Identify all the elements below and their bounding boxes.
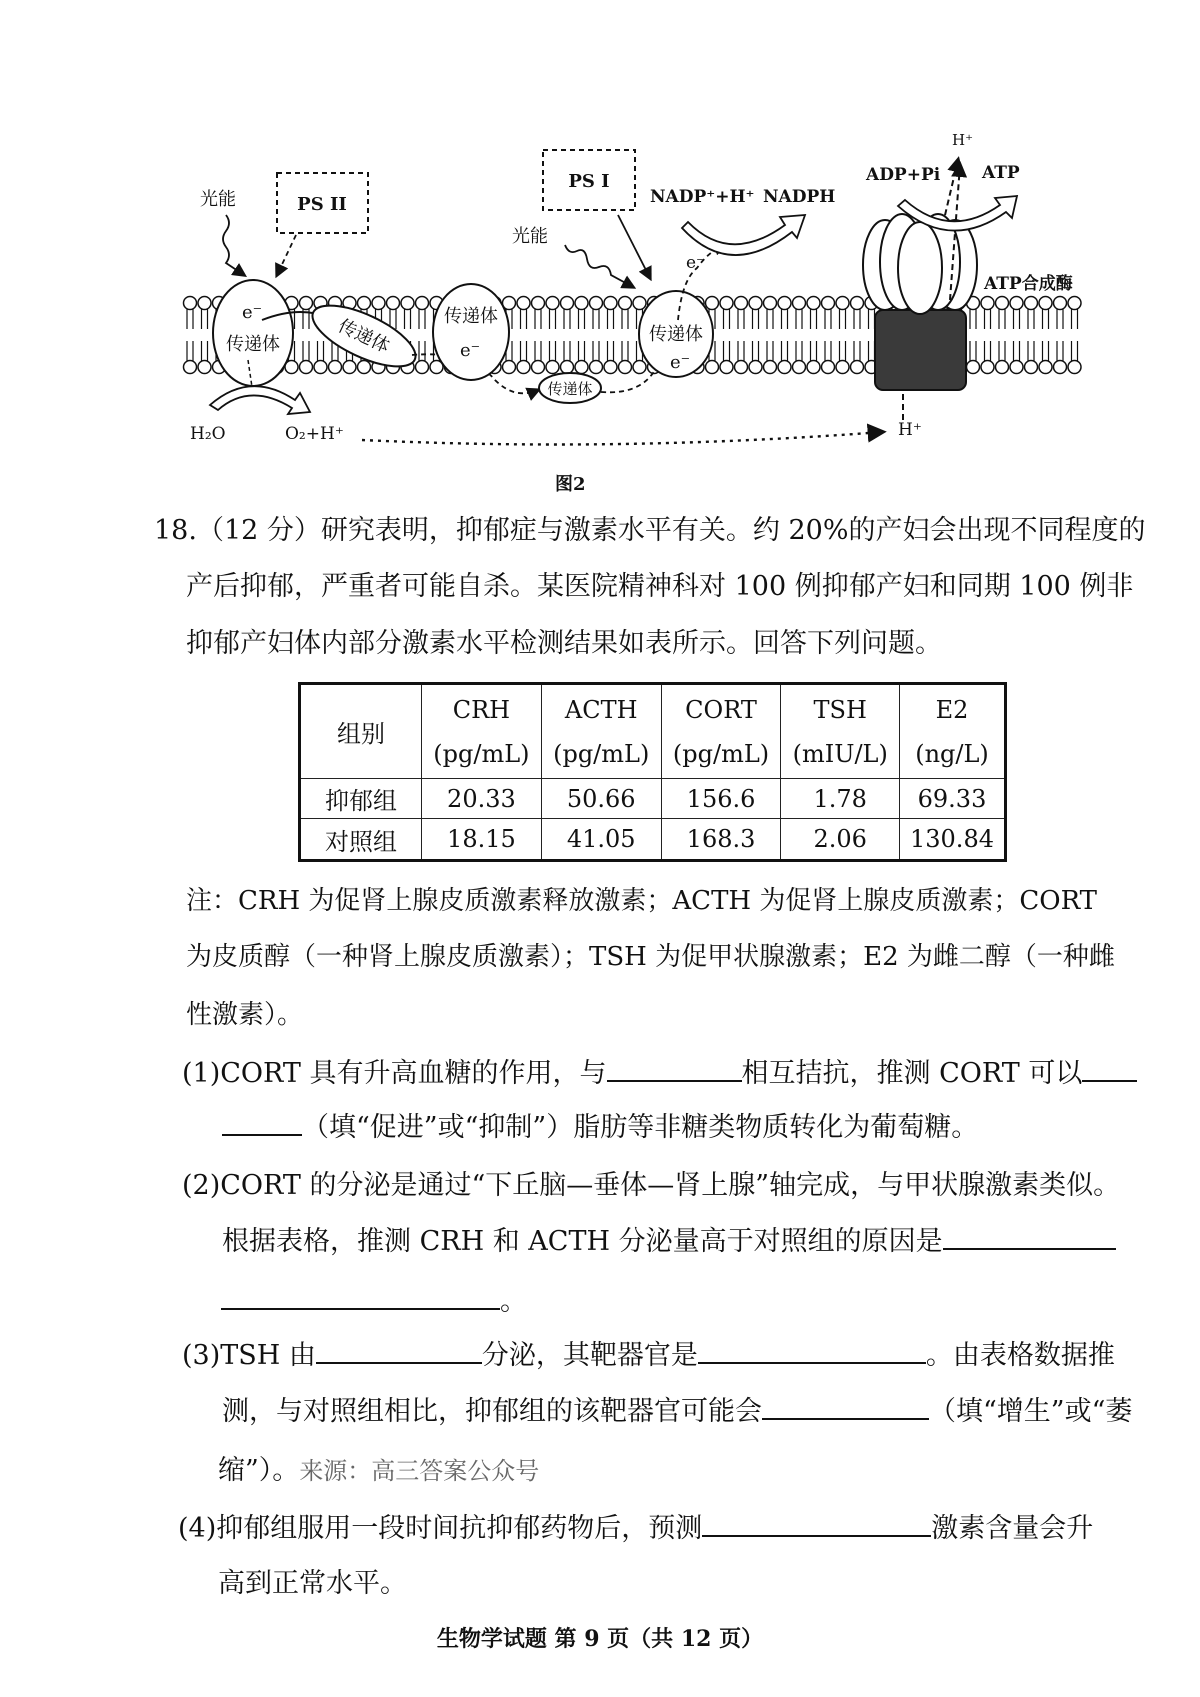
q4-line-2: 高到正常水平。: [218, 1568, 407, 1599]
light-wave-icon: [223, 215, 244, 275]
nadp-reaction-arrow: [682, 215, 805, 255]
q4-answer-blank[interactable]: [702, 1509, 931, 1537]
lipid-head: [735, 297, 748, 310]
electron-label: e⁻: [242, 302, 263, 323]
carrier-label-4: 传递体: [547, 380, 593, 398]
carrier-label-2: 传递体: [334, 315, 393, 358]
hormone-table: [298, 682, 1007, 862]
lipid-head: [996, 297, 1009, 310]
q2-answer-blank-a[interactable]: [943, 1222, 1116, 1250]
cell-value: 69.33: [900, 779, 1006, 819]
cell-value: 20.33: [422, 779, 542, 819]
lipid-head: [604, 361, 617, 374]
lipid-head: [706, 297, 719, 310]
source-watermark: 来源：高三答案公众号: [299, 1457, 540, 1485]
lipid-head: [981, 297, 994, 310]
electron-label: e⁻: [686, 253, 706, 273]
lipid-head: [575, 297, 588, 310]
lipid-head: [1054, 361, 1067, 374]
q2-answer-blank-b[interactable]: [221, 1282, 500, 1310]
q3-answer-blank-3[interactable]: [762, 1392, 929, 1420]
note-line-2: 为皮质醇（一种肾上腺皮质激素）；TSH 为促甲状腺激素；E2 为雌二醇（一种雌: [186, 942, 1115, 972]
lipid-head: [793, 297, 806, 310]
atp-synthase-label: ATP合成酶: [984, 274, 1073, 294]
atp-label: ATP: [982, 163, 1020, 183]
lipid-head: [1039, 361, 1052, 374]
lipid-head: [851, 361, 864, 374]
lipid-head: [967, 361, 980, 374]
lipid-head: [343, 361, 356, 374]
lipid-head: [300, 297, 313, 310]
header-group: 组别: [300, 684, 422, 779]
col-unit: (mIU/L): [792, 739, 888, 768]
proton-gradient-arrow: [362, 432, 882, 445]
lipid-head: [851, 297, 864, 310]
q3-line-3: [218, 1453, 539, 1489]
q1-answer-blank-1[interactable]: [607, 1054, 742, 1082]
cell-value: 18.15: [422, 819, 542, 861]
col-unit: (pg/mL): [433, 739, 530, 768]
lipid-head: [358, 361, 371, 374]
q1-answer-blank-2a[interactable]: [1082, 1054, 1137, 1082]
col-unit: (ng/L): [915, 739, 989, 768]
lipid-head: [720, 361, 733, 374]
lipid-head: [996, 361, 1009, 374]
lipid-head: [1010, 361, 1023, 374]
cell-value: 168.3: [661, 819, 781, 861]
q1-text-a: (1)CORT 具有升高血糖的作用，与: [182, 1058, 607, 1089]
lipid-head: [749, 361, 762, 374]
question-intro-line-2: 产后抑郁，严重者可能自杀。某医院精神科对 100 例抑郁产妇和同期 100 例非: [186, 571, 1134, 602]
q3-text-c: 。由表格数据推: [925, 1340, 1115, 1371]
lipid-head: [822, 361, 835, 374]
lipid-head: [807, 297, 820, 310]
lipid-head: [836, 297, 849, 310]
lipid-head: [198, 361, 211, 374]
q2-line-3: [221, 1282, 527, 1320]
lipid-head: [372, 297, 385, 310]
lipid-head: [546, 297, 559, 310]
table-row: [300, 779, 1006, 819]
note-line-3: 性激素）。: [186, 1000, 304, 1030]
lipid-head: [749, 297, 762, 310]
col-name: TSH: [813, 695, 867, 724]
question-intro-line-3: 抑郁产妇体内部分激素水平检测结果如表所示。回答下列问题。: [186, 628, 942, 659]
nadp-label: NADP⁺+H⁺: [650, 187, 755, 207]
q3-line-2: [222, 1392, 1132, 1430]
lipid-head: [561, 361, 574, 374]
ps2-label: PS II: [297, 194, 347, 215]
lipid-head: [314, 361, 327, 374]
cell-value: 2.06: [781, 819, 900, 861]
q3-text-d: 测，与对照组相比，抑郁组的该靶器官可能会: [222, 1396, 762, 1427]
lipid-head: [416, 297, 429, 310]
lipid-head: [184, 361, 197, 374]
cell-value: 1.78: [781, 779, 900, 819]
q4-line-1: [178, 1509, 1093, 1547]
col-unit: (pg/mL): [672, 739, 770, 768]
q1-line-2: [222, 1108, 978, 1146]
carrier-ellipse-1: [213, 280, 293, 386]
lipid-head: [604, 297, 617, 310]
cell-value: 41.05: [541, 819, 661, 861]
lipid-head: [764, 297, 777, 310]
note-line-1: 注：CRH 为促肾上腺皮质激素释放激素；ACTH 为促肾上腺皮质激素；CORT: [186, 886, 1098, 916]
question-intro-line-1: 18.（12 分）研究表明，抑郁症与激素水平有关。约 20%的产妇会出现不同程度的: [154, 515, 1146, 546]
q4-text-a: (4)抑郁组服用一段时间抗抑郁药物后，预测: [178, 1513, 703, 1544]
q1-answer-blank-2b[interactable]: [222, 1108, 302, 1136]
lipid-head: [575, 361, 588, 374]
cell-value: 50.66: [541, 779, 661, 819]
q1-text-b: 相互拮抗，推测 CORT 可以: [741, 1058, 1083, 1089]
lipid-head: [532, 361, 545, 374]
lipid-head: [778, 361, 791, 374]
lipid-head: [720, 297, 733, 310]
q2-text-b: 根据表格，推测 CRH 和 ACTH 分泌量高于对照组的原因是: [222, 1226, 943, 1257]
col-name: CORT: [685, 695, 757, 724]
header-cort: [661, 684, 781, 779]
lipid-head: [503, 361, 516, 374]
q3-text-f: 缩”）。: [218, 1455, 300, 1486]
lipid-head: [981, 361, 994, 374]
water-split-arrow: [210, 386, 310, 414]
q1-line-1: [182, 1054, 1137, 1092]
ps1-arrow: [618, 215, 650, 278]
table-header-row: [300, 684, 1006, 779]
lipid-head: [619, 297, 632, 310]
lipid-head: [416, 361, 429, 374]
lipid-head: [590, 297, 603, 310]
electron-label: e⁻: [670, 352, 691, 373]
lipid-head: [590, 361, 603, 374]
lipid-head: [358, 297, 371, 310]
lipid-head: [764, 361, 777, 374]
lipid-head: [1068, 297, 1081, 310]
lipid-head: [1010, 297, 1023, 310]
carrier-label-1: 传递体: [226, 334, 280, 355]
oxygen-label: O₂+H⁺: [285, 424, 344, 444]
lipid-head: [735, 361, 748, 374]
q4-text-b: 激素含量会升: [931, 1513, 1094, 1544]
water-label: H₂O: [190, 424, 226, 444]
lipid-head: [198, 297, 211, 310]
lipid-head: [329, 361, 342, 374]
q3-answer-blank-2[interactable]: [698, 1336, 926, 1364]
lipid-head: [1054, 297, 1067, 310]
carrier-label-5: 传递体: [649, 324, 703, 345]
header-crh: [422, 684, 542, 779]
carrier-ellipse-3: [433, 284, 509, 380]
lipid-head: [184, 297, 197, 310]
q1-text-c: （填“促进”或“抑制”）脂肪等非糖类物质转化为葡萄糖。: [302, 1112, 979, 1143]
h-top-label: H⁺: [952, 131, 973, 149]
lipid-head: [546, 361, 559, 374]
header-e2: [900, 684, 1006, 779]
lipid-head: [517, 361, 530, 374]
photosynthesis-membrane-diagram: [0, 0, 1200, 510]
row-group: 对照组: [300, 819, 422, 861]
lipid-head: [532, 297, 545, 310]
light-label-mid: 光能: [512, 226, 548, 247]
lipid-head: [706, 361, 719, 374]
q2-text-c: 。: [500, 1286, 527, 1317]
adp-label: ADP+Pi: [866, 165, 941, 185]
atp-synthase-stalk: [875, 310, 966, 390]
lipid-head: [778, 297, 791, 310]
nadph-label: NADPH: [763, 187, 836, 207]
light-label-left: 光能: [200, 189, 236, 210]
lipid-head: [807, 361, 820, 374]
figure-caption: 图2: [555, 474, 586, 495]
lipid-head: [1068, 361, 1081, 374]
cell-value: 156.6: [661, 779, 781, 819]
lipid-head: [561, 297, 574, 310]
q3-line-1: [182, 1336, 1115, 1374]
q3-text-e: （填“增生”或“萎: [929, 1396, 1133, 1427]
lipid-head: [1025, 297, 1038, 310]
q3-answer-blank-1[interactable]: [316, 1336, 482, 1364]
lipid-head: [300, 361, 313, 374]
table-row: [300, 819, 1006, 861]
q3-text-b: 分泌，其靶器官是: [481, 1340, 698, 1371]
lipid-head: [401, 297, 414, 310]
cell-value: 130.84: [900, 819, 1006, 861]
col-name: CRH: [452, 695, 511, 724]
lipid-head: [619, 361, 632, 374]
lipid-head: [517, 297, 530, 310]
header-acth: [541, 684, 661, 779]
lipid-head: [793, 361, 806, 374]
lipid-head: [387, 297, 400, 310]
q3-text-a: (3)TSH 由: [182, 1340, 316, 1371]
q2-line-1: (2)CORT 的分泌是通过“下丘脑—垂体—肾上腺”轴完成，与甲状腺激素类似。: [182, 1170, 1121, 1201]
ps1-label: PS I: [568, 171, 610, 192]
light-wave-icon: [565, 245, 633, 287]
page-footer: 生物学试题 第 9 页（共 12 页）: [436, 1626, 764, 1652]
col-name: E2: [935, 695, 969, 724]
lipid-head: [1039, 297, 1052, 310]
col-unit: (pg/mL): [553, 739, 650, 768]
ps2-arrow: [277, 235, 296, 275]
row-group: 抑郁组: [300, 779, 422, 819]
electron-label: e⁻: [460, 340, 481, 361]
q2-line-2: [222, 1222, 1116, 1260]
h-bottom-label: H⁺: [898, 420, 922, 440]
header-tsh: [781, 684, 900, 779]
lipid-head: [1025, 361, 1038, 374]
lipid-head: [633, 361, 646, 374]
lipid-head: [822, 297, 835, 310]
col-name: ACTH: [564, 695, 638, 724]
carrier-label-3: 传递体: [444, 306, 498, 327]
lipid-head: [836, 361, 849, 374]
lipid-head: [633, 297, 646, 310]
